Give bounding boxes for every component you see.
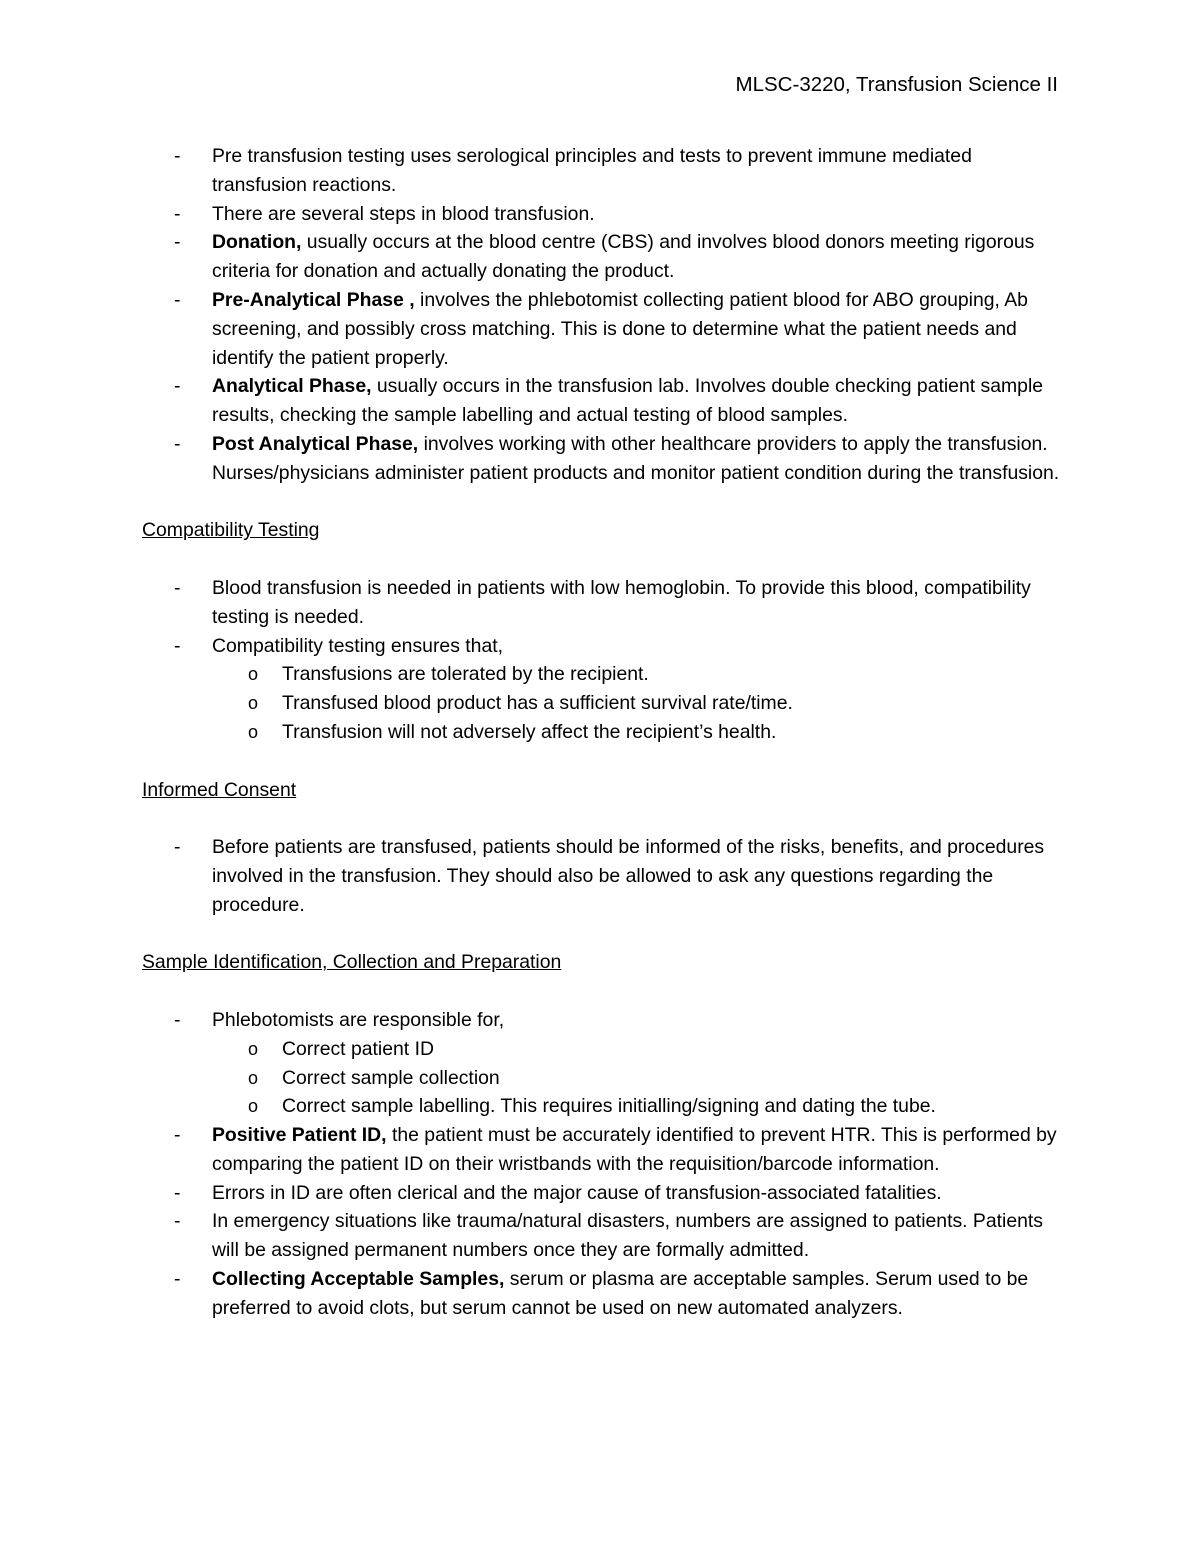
dash-bullet: - [174, 375, 181, 398]
item-text: Transfused blood product has a sufficient survival rate/time. [282, 692, 793, 715]
dash-bullet: - [174, 288, 181, 311]
item-text: In emergency situations like trauma/natural disasters, numbers are assigned to patients. Patients will be assigned permanent numbers once they are formally admitted. [212, 1210, 1043, 1262]
circle-bullet: o [248, 693, 259, 714]
item-term: Donation, [212, 231, 302, 254]
section-heading-consent: Informed Consent [142, 778, 297, 801]
dash-bullet: - [174, 1124, 181, 1147]
item-text: usually occurs at the blood centre (CBS) and involves blood donors meeting rigorous criteria for donation and actually donating the product. [212, 231, 1035, 283]
dash-bullet: - [174, 576, 181, 599]
item-text: Pre transfusion testing uses serological principles and tests to prevent immune mediated transfusion reactions. [212, 145, 972, 196]
sub-list-item [142, 1064, 1062, 1093]
circle-bullet: o [248, 664, 259, 685]
list-item [142, 286, 1062, 372]
sub-list-item [142, 1035, 1062, 1064]
circle-bullet: o [248, 1067, 259, 1088]
item-term: Positive Patient ID, [212, 1124, 387, 1147]
list-item [142, 430, 1062, 488]
sub-list-item [142, 660, 1062, 689]
dash-bullet: - [174, 634, 181, 657]
item-text: Transfusion will not adversely affect the recipient’s health. [282, 720, 777, 743]
item-text: involves working with other healthcare providers to apply the transfusion. Nurses/physicians administer patient products and monitor patient condition during the transfusion. [212, 432, 1060, 484]
list-item [142, 1006, 1062, 1035]
sub-list-item [142, 1092, 1062, 1121]
item-term: Analytical Phase, [212, 375, 372, 398]
sub-list-item [142, 718, 1062, 747]
course-title: MLSC-3220, Transfusion Science II [735, 73, 1058, 96]
item-text: There are several steps in blood transfusion. [212, 202, 595, 225]
dash-bullet: - [174, 1210, 181, 1233]
list-item [142, 1121, 1062, 1179]
item-text: Correct sample labelling. This requires initialling/signing and dating the tube. [282, 1095, 936, 1118]
item-term: Collecting Acceptable Samples, [212, 1268, 505, 1291]
dash-bullet: - [174, 202, 181, 225]
dash-bullet: - [174, 1008, 181, 1031]
page-header [140, 70, 1058, 99]
item-text: Before patients are transfused, patients should be informed of the risks, benefits, and procedures involved in the transfusion. They should also be allowed to ask any questions regarding the procedure. [212, 836, 1045, 916]
item-text: Errors in ID are often clerical and the major cause of transfusion-associated fatalities. [212, 1181, 942, 1204]
dash-bullet: - [174, 1181, 181, 1204]
section-heading-compatibility: Compatibility Testing [142, 519, 320, 542]
item-text: the patient must be accurately identified to prevent HTR. This is performed by comparing the patient ID on their wristbands with the requisition/barcode information. [212, 1124, 1057, 1175]
dash-bullet: - [174, 1268, 181, 1291]
circle-bullet: o [248, 1096, 259, 1117]
sub-list-item [142, 689, 1062, 718]
circle-bullet: o [248, 1038, 259, 1059]
circle-bullet: o [248, 721, 259, 742]
list-item [142, 142, 1062, 200]
dash-bullet: - [174, 145, 181, 167]
list-item [142, 372, 1062, 430]
item-text: Correct sample collection [282, 1066, 500, 1089]
item-text: Compatibility testing ensures that, [212, 634, 504, 657]
dash-bullet: - [174, 836, 181, 859]
item-text: Correct patient ID [282, 1037, 434, 1060]
list-item [142, 1179, 1062, 1208]
list-item [142, 833, 1062, 919]
list-item [142, 574, 1062, 632]
list-item [142, 632, 1062, 661]
item-term: Post Analytical Phase, [212, 432, 419, 455]
item-text: Transfusions are tolerated by the recipient. [282, 663, 649, 686]
item-text: Phlebotomists are responsible for, [212, 1008, 505, 1031]
item-text: Blood transfusion is needed in patients with low hemoglobin. To provide this blood, compatibility testing is needed. [212, 576, 1031, 628]
list-item [142, 1207, 1062, 1265]
list-item [142, 1265, 1062, 1323]
item-text: serum or plasma are acceptable samples. Serum used to be preferred to avoid clots, but serum cannot be used on new automated analyzers. [212, 1268, 1029, 1319]
item-text: usually occurs in the transfusion lab. Involves double checking patient sample results, checking the sample labelling and actual testing of blood samples. [212, 375, 1044, 427]
dash-bullet: - [174, 432, 181, 455]
list-item [142, 200, 1062, 229]
list-item [142, 228, 1062, 286]
document-body [142, 142, 1062, 1323]
dash-bullet: - [174, 231, 181, 254]
item-term: Pre-Analytical Phase , [212, 288, 415, 311]
section-heading-sample: Sample Identification, Collection and Preparation [142, 951, 562, 974]
item-text: involves the phlebotomist collecting patient blood for ABO grouping, Ab screening, and possibly cross matching. This is done to determine what the patient needs and identify the patient properly. [212, 288, 1028, 369]
